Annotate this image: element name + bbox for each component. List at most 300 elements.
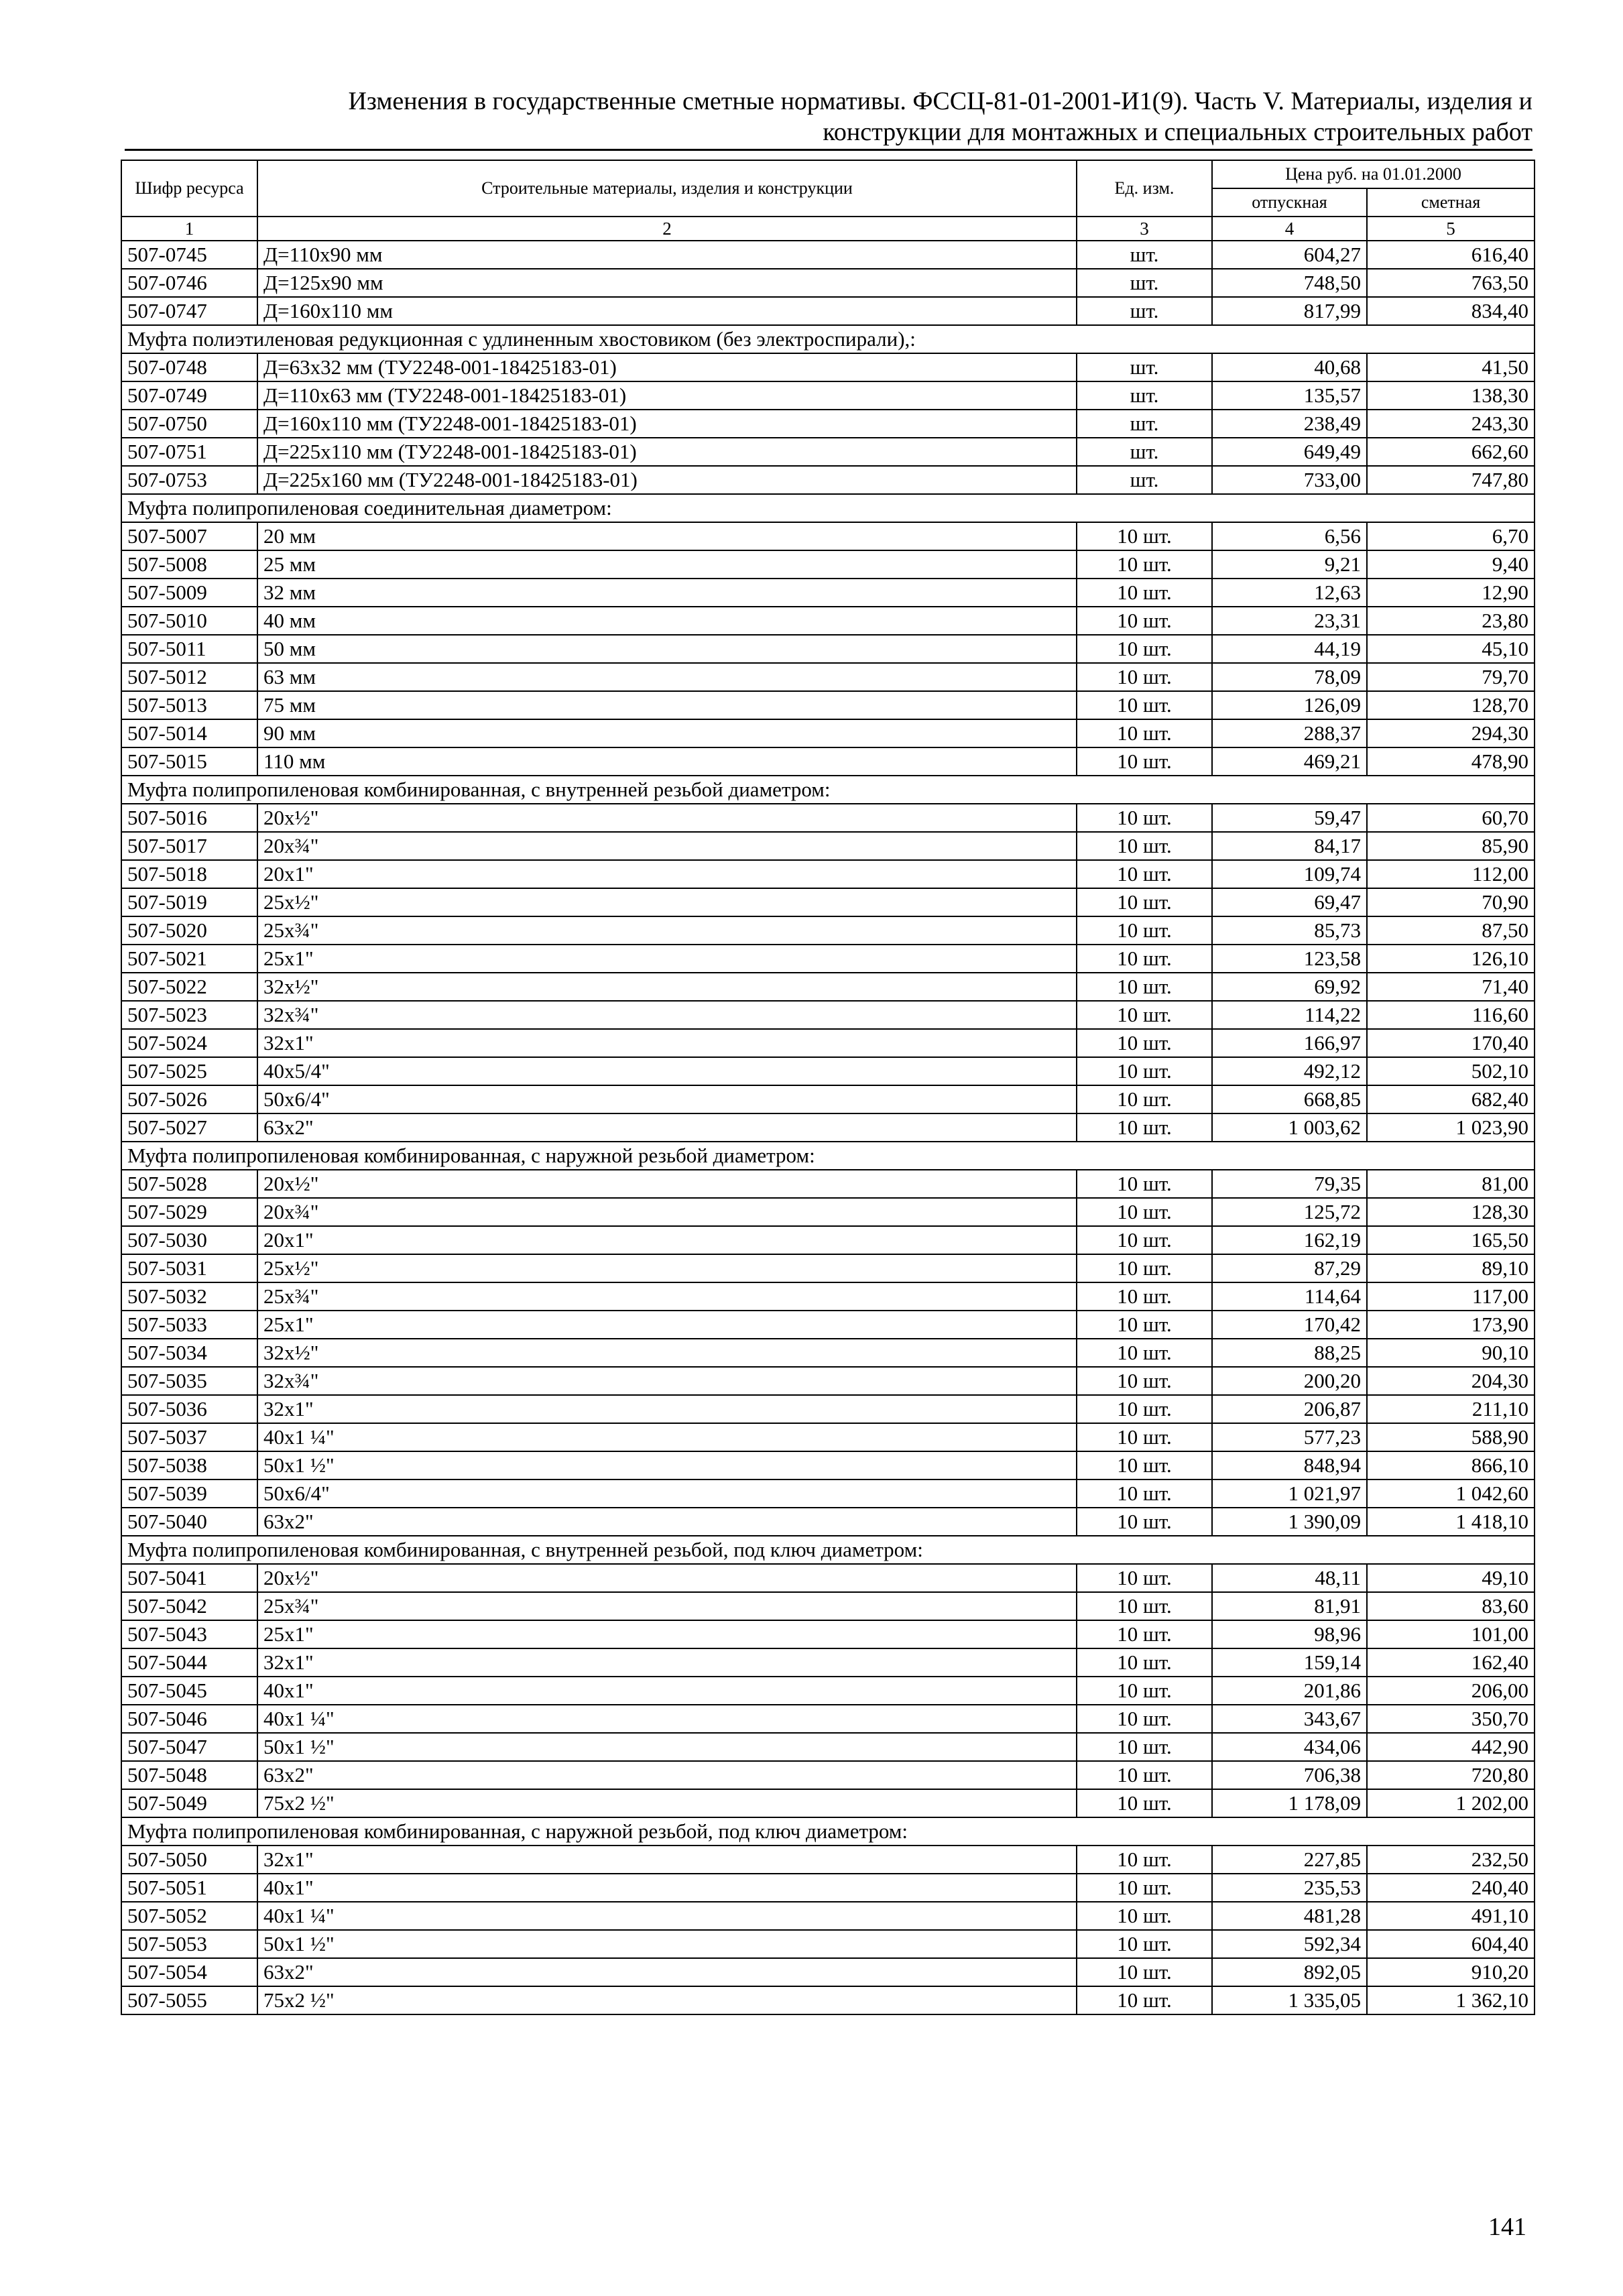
release-price-cell: 98,96 <box>1212 1620 1367 1648</box>
group-heading: Муфта полиэтиленовая редукционная с удлиненным хвостовиком (без электроспирали),: <box>121 325 1535 353</box>
table-row <box>121 916 1535 945</box>
resource-code-cell: 507-5025 <box>121 1057 257 1085</box>
price-table <box>121 160 1535 2015</box>
table-row <box>121 1311 1535 1339</box>
material-name-cell: 110 мм <box>257 747 1077 776</box>
estimate-price-cell: 662,60 <box>1367 438 1535 466</box>
table-row <box>121 410 1535 438</box>
release-price-cell: 135,57 <box>1212 381 1367 410</box>
release-price-cell: 1 003,62 <box>1212 1113 1367 1142</box>
resource-code-cell: 507-5024 <box>121 1029 257 1057</box>
unit-cell: 10 шт. <box>1077 1564 1212 1592</box>
unit-cell: 10 шт. <box>1077 1451 1212 1479</box>
release-price-cell: 235,53 <box>1212 1874 1367 1902</box>
material-name-cell: 32 мм <box>257 579 1077 607</box>
release-price-cell: 238,49 <box>1212 410 1367 438</box>
unit-cell: 10 шт. <box>1077 1761 1212 1789</box>
unit-cell: шт. <box>1077 297 1212 325</box>
release-price-cell: 69,92 <box>1212 973 1367 1001</box>
resource-code-cell: 507-5042 <box>121 1592 257 1620</box>
release-price-cell: 109,74 <box>1212 860 1367 888</box>
resource-code-cell: 507-5040 <box>121 1508 257 1536</box>
release-price-cell: 206,87 <box>1212 1395 1367 1423</box>
release-price-cell: 1 021,97 <box>1212 1479 1367 1508</box>
resource-code-cell: 507-5016 <box>121 804 257 832</box>
unit-cell: 10 шт. <box>1077 1789 1212 1817</box>
unit-cell: 10 шт. <box>1077 916 1212 945</box>
resource-code-cell: 507-0749 <box>121 381 257 410</box>
table-row <box>121 1761 1535 1789</box>
estimate-price-cell: 763,50 <box>1367 269 1535 297</box>
column-number: 1 <box>121 217 257 241</box>
estimate-price-cell: 478,90 <box>1367 747 1535 776</box>
unit-cell: 10 шт. <box>1077 550 1212 579</box>
column-header-unit: Ед. изм. <box>1077 160 1212 217</box>
release-price-cell: 166,97 <box>1212 1029 1367 1057</box>
estimate-price-cell: 12,90 <box>1367 579 1535 607</box>
material-name-cell: 20х½" <box>257 804 1077 832</box>
material-name-cell: 25 мм <box>257 550 1077 579</box>
table-row <box>121 1789 1535 1817</box>
estimate-price-cell: 240,40 <box>1367 1874 1535 1902</box>
resource-code-cell: 507-5041 <box>121 1564 257 1592</box>
unit-cell: 10 шт. <box>1077 804 1212 832</box>
estimate-price-cell: 126,10 <box>1367 945 1535 973</box>
material-name-cell: Д=110х63 мм (ТУ2248-001-18425183-01) <box>257 381 1077 410</box>
group-heading-row <box>121 494 1535 522</box>
release-price-cell: 114,22 <box>1212 1001 1367 1029</box>
material-name-cell: 40х1 ¼" <box>257 1705 1077 1733</box>
release-price-cell: 200,20 <box>1212 1367 1367 1395</box>
material-name-cell: 50 мм <box>257 635 1077 663</box>
material-name-cell: 32х1" <box>257 1029 1077 1057</box>
unit-cell: 10 шт. <box>1077 945 1212 973</box>
release-price-cell: 1 335,05 <box>1212 1986 1367 2014</box>
unit-cell: 10 шт. <box>1077 1254 1212 1282</box>
resource-code-cell: 507-5029 <box>121 1198 257 1226</box>
release-price-cell: 848,94 <box>1212 1451 1367 1479</box>
release-price-cell: 1 390,09 <box>1212 1508 1367 1536</box>
header-line-2: конструкции для монтажных и специальных строительных работ <box>823 118 1532 146</box>
material-name-cell: 32х½" <box>257 973 1077 1001</box>
release-price-cell: 78,09 <box>1212 663 1367 691</box>
table-row <box>121 1001 1535 1029</box>
resource-code-cell: 507-5054 <box>121 1958 257 1986</box>
unit-cell: шт. <box>1077 241 1212 269</box>
unit-cell: 10 шт. <box>1077 1085 1212 1113</box>
table-row <box>121 804 1535 832</box>
resource-code-cell: 507-5020 <box>121 916 257 945</box>
unit-cell: 10 шт. <box>1077 1057 1212 1085</box>
group-heading-row <box>121 1817 1535 1846</box>
material-name-cell: 90 мм <box>257 719 1077 747</box>
estimate-price-cell: 23,80 <box>1367 607 1535 635</box>
estimate-price-cell: 49,10 <box>1367 1564 1535 1592</box>
table-row <box>121 1874 1535 1902</box>
resource-code-cell: 507-5028 <box>121 1170 257 1198</box>
resource-code-cell: 507-5036 <box>121 1395 257 1423</box>
material-name-cell: 50х1 ½" <box>257 1733 1077 1761</box>
unit-cell: 10 шт. <box>1077 1846 1212 1874</box>
header-rule <box>125 149 1532 151</box>
estimate-price-cell: 101,00 <box>1367 1620 1535 1648</box>
material-name-cell: 75х2 ½" <box>257 1986 1077 2014</box>
resource-code-cell: 507-5033 <box>121 1311 257 1339</box>
table-row <box>121 1620 1535 1648</box>
column-header-price: Цена руб. на 01.01.2000 <box>1212 160 1535 188</box>
table-row <box>121 1367 1535 1395</box>
release-price-cell: 123,58 <box>1212 945 1367 973</box>
release-price-cell: 79,35 <box>1212 1170 1367 1198</box>
table-row <box>121 1677 1535 1705</box>
unit-cell: 10 шт. <box>1077 719 1212 747</box>
material-name-cell: 20х1" <box>257 1226 1077 1254</box>
estimate-price-cell: 350,70 <box>1367 1705 1535 1733</box>
material-name-cell: 32х¾" <box>257 1001 1077 1029</box>
material-name-cell: 75х2 ½" <box>257 1789 1077 1817</box>
table-row <box>121 832 1535 860</box>
column-number: 5 <box>1367 217 1535 241</box>
column-number: 2 <box>257 217 1077 241</box>
unit-cell: 10 шт. <box>1077 1113 1212 1142</box>
release-price-cell: 44,19 <box>1212 635 1367 663</box>
estimate-price-cell: 60,70 <box>1367 804 1535 832</box>
table-row <box>121 945 1535 973</box>
material-name-cell: 50х6/4" <box>257 1085 1077 1113</box>
release-price-cell: 6,56 <box>1212 522 1367 550</box>
unit-cell: 10 шт. <box>1077 747 1212 776</box>
unit-cell: шт. <box>1077 438 1212 466</box>
estimate-price-cell: 682,40 <box>1367 1085 1535 1113</box>
release-price-cell: 227,85 <box>1212 1846 1367 1874</box>
unit-cell: шт. <box>1077 381 1212 410</box>
material-name-cell: 40х1" <box>257 1874 1077 1902</box>
release-price-cell: 604,27 <box>1212 241 1367 269</box>
resource-code-cell: 507-5017 <box>121 832 257 860</box>
estimate-price-cell: 491,10 <box>1367 1902 1535 1930</box>
estimate-price-cell: 616,40 <box>1367 241 1535 269</box>
material-name-cell: 25х½" <box>257 1254 1077 1282</box>
release-price-cell: 12,63 <box>1212 579 1367 607</box>
unit-cell: 10 шт. <box>1077 1677 1212 1705</box>
estimate-price-cell: 866,10 <box>1367 1451 1535 1479</box>
estimate-price-cell: 1 023,90 <box>1367 1113 1535 1142</box>
material-name-cell: 20х¾" <box>257 832 1077 860</box>
group-heading-row <box>121 1142 1535 1170</box>
estimate-price-cell: 89,10 <box>1367 1254 1535 1282</box>
table-row <box>121 1170 1535 1198</box>
resource-code-cell: 507-5046 <box>121 1705 257 1733</box>
resource-code-cell: 507-5009 <box>121 579 257 607</box>
unit-cell: 10 шт. <box>1077 973 1212 1001</box>
resource-code-cell: 507-5045 <box>121 1677 257 1705</box>
estimate-price-cell: 90,10 <box>1367 1339 1535 1367</box>
resource-code-cell: 507-5013 <box>121 691 257 719</box>
unit-cell: 10 шт. <box>1077 579 1212 607</box>
estimate-price-cell: 1 202,00 <box>1367 1789 1535 1817</box>
release-price-cell: 88,25 <box>1212 1339 1367 1367</box>
resource-code-cell: 507-0748 <box>121 353 257 381</box>
material-name-cell: 25х1" <box>257 1311 1077 1339</box>
unit-cell: 10 шт. <box>1077 1930 1212 1958</box>
group-heading: Муфта полипропиленовая комбинированная, с наружной резьбой, под ключ диаметром: <box>121 1817 1535 1846</box>
material-name-cell: 32х¾" <box>257 1367 1077 1395</box>
release-price-cell: 817,99 <box>1212 297 1367 325</box>
estimate-price-cell: 502,10 <box>1367 1057 1535 1085</box>
table-row <box>121 466 1535 494</box>
resource-code-cell: 507-5023 <box>121 1001 257 1029</box>
material-name-cell: 50х1 ½" <box>257 1451 1077 1479</box>
unit-cell: 10 шт. <box>1077 607 1212 635</box>
estimate-price-cell: 1 042,60 <box>1367 1479 1535 1508</box>
table-row <box>121 1592 1535 1620</box>
table-row <box>121 269 1535 297</box>
material-name-cell: 40х5/4" <box>257 1057 1077 1085</box>
resource-code-cell: 507-5010 <box>121 607 257 635</box>
column-numbers-row <box>121 217 1535 241</box>
estimate-price-cell: 1 418,10 <box>1367 1508 1535 1536</box>
resource-code-cell: 507-0753 <box>121 466 257 494</box>
resource-code-cell: 507-5053 <box>121 1930 257 1958</box>
column-header-code: Шифр ресурса <box>121 160 257 217</box>
release-price-cell: 706,38 <box>1212 1761 1367 1789</box>
material-name-cell: 63х2" <box>257 1958 1077 1986</box>
table-row <box>121 860 1535 888</box>
release-price-cell: 85,73 <box>1212 916 1367 945</box>
material-name-cell: Д=110х90 мм <box>257 241 1077 269</box>
group-heading: Муфта полипропиленовая комбинированная, с внутренней резьбой, под ключ диаметром: <box>121 1536 1535 1564</box>
material-name-cell: 25х¾" <box>257 1592 1077 1620</box>
material-name-cell: 63 мм <box>257 663 1077 691</box>
table-row <box>121 1057 1535 1085</box>
table-row <box>121 719 1535 747</box>
material-name-cell: Д=63х32 мм (ТУ2248-001-18425183-01) <box>257 353 1077 381</box>
release-price-cell: 48,11 <box>1212 1564 1367 1592</box>
group-heading-row <box>121 1536 1535 1564</box>
estimate-price-cell: 6,70 <box>1367 522 1535 550</box>
resource-code-cell: 507-0750 <box>121 410 257 438</box>
unit-cell: 10 шт. <box>1077 1592 1212 1620</box>
release-price-cell: 469,21 <box>1212 747 1367 776</box>
release-price-cell: 649,49 <box>1212 438 1367 466</box>
resource-code-cell: 507-5026 <box>121 1085 257 1113</box>
resource-code-cell: 507-5027 <box>121 1113 257 1142</box>
table-body <box>121 241 1535 2014</box>
resource-code-cell: 507-5014 <box>121 719 257 747</box>
table-row <box>121 635 1535 663</box>
unit-cell: 10 шт. <box>1077 1170 1212 1198</box>
table-row <box>121 1423 1535 1451</box>
material-name-cell: 25х¾" <box>257 1282 1077 1311</box>
material-name-cell: Д=160х110 мм (ТУ2248-001-18425183-01) <box>257 410 1077 438</box>
release-price-cell: 114,64 <box>1212 1282 1367 1311</box>
unit-cell: 10 шт. <box>1077 1648 1212 1677</box>
estimate-price-cell: 112,00 <box>1367 860 1535 888</box>
material-name-cell: 25х½" <box>257 888 1077 916</box>
material-name-cell: 32х1" <box>257 1648 1077 1677</box>
unit-cell: 10 шт. <box>1077 1874 1212 1902</box>
resource-code-cell: 507-5011 <box>121 635 257 663</box>
estimate-price-cell: 85,90 <box>1367 832 1535 860</box>
column-header-estimate: сметная <box>1367 188 1535 217</box>
table-row <box>121 1282 1535 1311</box>
group-heading: Муфта полипропиленовая комбинированная, с внутренней резьбой диаметром: <box>121 776 1535 804</box>
table-row <box>121 522 1535 550</box>
estimate-price-cell: 720,80 <box>1367 1761 1535 1789</box>
table-row <box>121 1339 1535 1367</box>
resource-code-cell: 507-5049 <box>121 1789 257 1817</box>
material-name-cell: 32х1" <box>257 1846 1077 1874</box>
table-row <box>121 1479 1535 1508</box>
resource-code-cell: 507-5055 <box>121 1986 257 2014</box>
release-price-cell: 170,42 <box>1212 1311 1367 1339</box>
unit-cell: 10 шт. <box>1077 1479 1212 1508</box>
estimate-price-cell: 165,50 <box>1367 1226 1535 1254</box>
resource-code-cell: 507-0746 <box>121 269 257 297</box>
table-row <box>121 607 1535 635</box>
release-price-cell: 159,14 <box>1212 1648 1367 1677</box>
material-name-cell: 63х2" <box>257 1508 1077 1536</box>
column-number: 4 <box>1212 217 1367 241</box>
material-name-cell: 25х¾" <box>257 916 1077 945</box>
material-name-cell: 32х½" <box>257 1339 1077 1367</box>
release-price-cell: 592,34 <box>1212 1930 1367 1958</box>
resource-code-cell: 507-5018 <box>121 860 257 888</box>
table-row <box>121 1930 1535 1958</box>
unit-cell: 10 шт. <box>1077 1198 1212 1226</box>
material-name-cell: 40х1 ¼" <box>257 1423 1077 1451</box>
resource-code-cell: 507-5022 <box>121 973 257 1001</box>
unit-cell: 10 шт. <box>1077 1705 1212 1733</box>
resource-code-cell: 507-0751 <box>121 438 257 466</box>
group-heading-row <box>121 776 1535 804</box>
table-row <box>121 579 1535 607</box>
table-row <box>121 241 1535 269</box>
table-row <box>121 1733 1535 1761</box>
unit-cell: 10 шт. <box>1077 1001 1212 1029</box>
release-price-cell: 733,00 <box>1212 466 1367 494</box>
unit-cell: шт. <box>1077 353 1212 381</box>
material-name-cell: 20 мм <box>257 522 1077 550</box>
release-price-cell: 126,09 <box>1212 691 1367 719</box>
group-heading-row <box>121 325 1535 353</box>
material-name-cell: 75 мм <box>257 691 1077 719</box>
estimate-price-cell: 173,90 <box>1367 1311 1535 1339</box>
resource-code-cell: 507-5007 <box>121 522 257 550</box>
estimate-price-cell: 442,90 <box>1367 1733 1535 1761</box>
table-row <box>121 1395 1535 1423</box>
release-price-cell: 162,19 <box>1212 1226 1367 1254</box>
release-price-cell: 343,67 <box>1212 1705 1367 1733</box>
resource-code-cell: 507-5021 <box>121 945 257 973</box>
estimate-price-cell: 910,20 <box>1367 1958 1535 1986</box>
release-price-cell: 892,05 <box>1212 1958 1367 1986</box>
release-price-cell: 40,68 <box>1212 353 1367 381</box>
resource-code-cell: 507-5043 <box>121 1620 257 1648</box>
resource-code-cell: 507-5037 <box>121 1423 257 1451</box>
estimate-price-cell: 162,40 <box>1367 1648 1535 1677</box>
estimate-price-cell: 9,40 <box>1367 550 1535 579</box>
table-row <box>121 381 1535 410</box>
release-price-cell: 23,31 <box>1212 607 1367 635</box>
table-row <box>121 1508 1535 1536</box>
estimate-price-cell: 747,80 <box>1367 466 1535 494</box>
material-name-cell: 32х1" <box>257 1395 1077 1423</box>
estimate-price-cell: 204,30 <box>1367 1367 1535 1395</box>
unit-cell: 10 шт. <box>1077 1733 1212 1761</box>
table-row <box>121 1226 1535 1254</box>
table-row <box>121 888 1535 916</box>
resource-code-cell: 507-0745 <box>121 241 257 269</box>
material-name-cell: 25х1" <box>257 945 1077 973</box>
estimate-price-cell: 71,40 <box>1367 973 1535 1001</box>
material-name-cell: 50х1 ½" <box>257 1930 1077 1958</box>
release-price-cell: 87,29 <box>1212 1254 1367 1282</box>
release-price-cell: 59,47 <box>1212 804 1367 832</box>
resource-code-cell: 507-5031 <box>121 1254 257 1282</box>
resource-code-cell: 507-5008 <box>121 550 257 579</box>
table-row <box>121 1564 1535 1592</box>
material-name-cell: 40х1 ¼" <box>257 1902 1077 1930</box>
material-name-cell: Д=225х110 мм (ТУ2248-001-18425183-01) <box>257 438 1077 466</box>
resource-code-cell: 507-5048 <box>121 1761 257 1789</box>
unit-cell: 10 шт. <box>1077 1339 1212 1367</box>
resource-code-cell: 507-5039 <box>121 1479 257 1508</box>
column-number: 3 <box>1077 217 1212 241</box>
unit-cell: 10 шт. <box>1077 1902 1212 1930</box>
table-row <box>121 1846 1535 1874</box>
estimate-price-cell: 243,30 <box>1367 410 1535 438</box>
estimate-price-cell: 128,70 <box>1367 691 1535 719</box>
table-row <box>121 973 1535 1001</box>
resource-code-cell: 507-5051 <box>121 1874 257 1902</box>
group-heading: Муфта полипропиленовая комбинированная, с наружной резьбой диаметром: <box>121 1142 1535 1170</box>
unit-cell: 10 шт. <box>1077 860 1212 888</box>
estimate-price-cell: 206,00 <box>1367 1677 1535 1705</box>
resource-code-cell: 507-5044 <box>121 1648 257 1677</box>
table-row <box>121 1705 1535 1733</box>
estimate-price-cell: 211,10 <box>1367 1395 1535 1423</box>
unit-cell: 10 шт. <box>1077 691 1212 719</box>
unit-cell: шт. <box>1077 466 1212 494</box>
estimate-price-cell: 170,40 <box>1367 1029 1535 1057</box>
table-row <box>121 1648 1535 1677</box>
estimate-price-cell: 138,30 <box>1367 381 1535 410</box>
release-price-cell: 668,85 <box>1212 1085 1367 1113</box>
estimate-price-cell: 41,50 <box>1367 353 1535 381</box>
table-row <box>121 1085 1535 1113</box>
material-name-cell: 20х1" <box>257 860 1077 888</box>
resource-code-cell: 507-5012 <box>121 663 257 691</box>
estimate-price-cell: 70,90 <box>1367 888 1535 916</box>
table-row <box>121 1902 1535 1930</box>
estimate-price-cell: 83,60 <box>1367 1592 1535 1620</box>
release-price-cell: 492,12 <box>1212 1057 1367 1085</box>
page-number: 141 <box>1488 2213 1526 2241</box>
release-price-cell: 434,06 <box>1212 1733 1367 1761</box>
material-name-cell: Д=160х110 мм <box>257 297 1077 325</box>
page-header <box>125 86 1532 147</box>
release-price-cell: 81,91 <box>1212 1592 1367 1620</box>
material-name-cell: 40 мм <box>257 607 1077 635</box>
table-row <box>121 1451 1535 1479</box>
resource-code-cell: 507-5030 <box>121 1226 257 1254</box>
unit-cell: 10 шт. <box>1077 1958 1212 1986</box>
estimate-price-cell: 834,40 <box>1367 297 1535 325</box>
release-price-cell: 577,23 <box>1212 1423 1367 1451</box>
estimate-price-cell: 294,30 <box>1367 719 1535 747</box>
table-row <box>121 691 1535 719</box>
